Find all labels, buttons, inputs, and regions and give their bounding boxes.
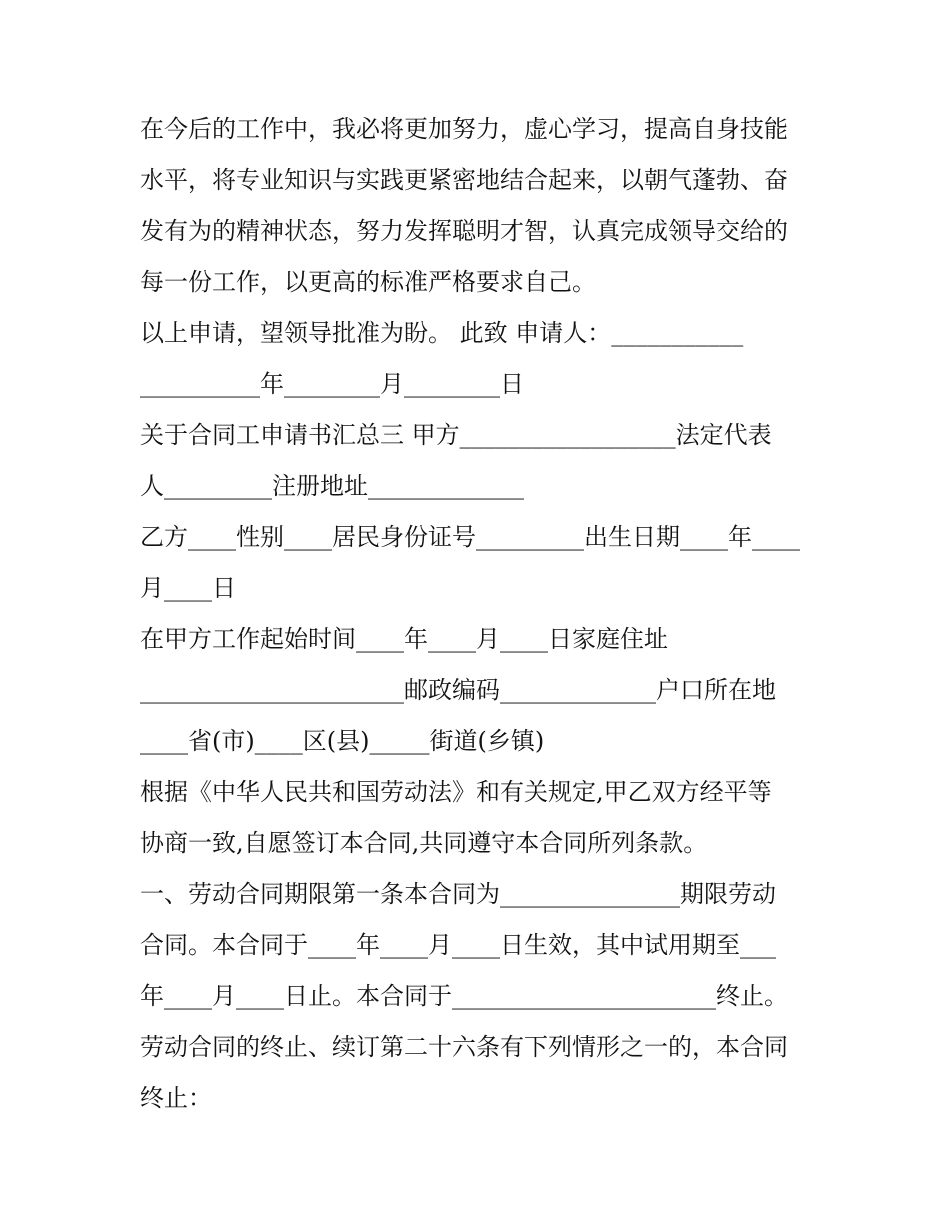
paragraph-line: 水平，将专业知识与实践更紧密地结合起来，以朝气蓬勃、奋 (140, 166, 788, 194)
paragraph-line: 发有为的精神状态，努力发挥聪明才智，认真完成领导交给的 (140, 217, 788, 245)
party-b-line: 乙方____性别____居民身份证号_________出生日期____年____ (140, 523, 800, 551)
paragraph-line: 在今后的工作中，我必将更加努力，虚心学习，提高自身技能 (140, 115, 788, 143)
paragraph-line: 协商一致,自愿签订本合同,共同遵守本合同所列条款。 (140, 829, 708, 857)
termination-heading: 劳动合同的终止、续订第二十六条有下列情形之一的，本合同 (140, 1033, 788, 1061)
party-b-birth-line: 月____日 (140, 574, 236, 602)
residence-line: ____省(市)____区(县)_____街道(乡镇) (140, 727, 545, 755)
postal-code-line: ______________________邮政编码_____________户口所在地 (140, 676, 776, 704)
paragraph-line: 每一份工作，以更高的标准严格要求自己。 (140, 268, 596, 296)
applicant-line: 以上申请，望领导批准为盼。 此致 申请人：___________ (140, 319, 744, 347)
paragraph-line: 终止： (140, 1084, 212, 1112)
paragraph-line: 年____月____日止。本合同于______________________终止。 (140, 982, 788, 1010)
date-line: __________年________月________日 (140, 370, 524, 398)
work-start-line: 在甲方工作起始时间____年____月____日家庭住址 (140, 625, 668, 653)
party-a-line: 关于合同工申请书汇总三 甲方__________________法定代表 (140, 421, 772, 449)
paragraph-line: 根据《中华人民共和国劳动法》和有关规定,甲乙双方经平等 (140, 778, 772, 806)
contract-term-heading: 一、劳动合同期限第一条本合同为_______________期限劳动 (140, 880, 776, 908)
paragraph-line: 合同。本合同于____年____月____日生效，其中试用期至___ (140, 931, 776, 959)
party-a-address-line: 人_________注册地址_____________ (140, 472, 524, 500)
